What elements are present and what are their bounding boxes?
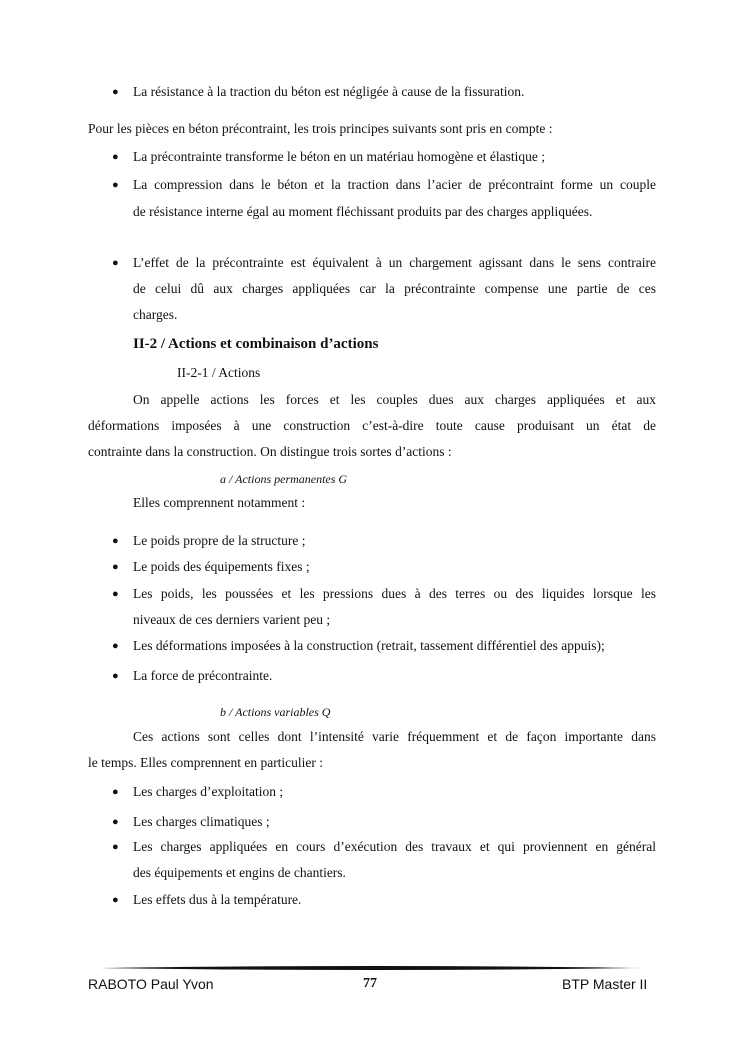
intro-bullet-text: La résistance à la traction du béton est négligée à cause de la fissuration. bbox=[133, 84, 525, 99]
bullet-icon bbox=[112, 176, 119, 194]
bullet-icon bbox=[112, 838, 119, 856]
permanent-item-3-line-1: Les poids, les poussées et les pressions dues à des terres ou des liquides lorsque les bbox=[133, 586, 656, 601]
variable-item-3-line-1: Les charges appliquées en cours d’exécution des travaux et qui proviennent en général bbox=[133, 839, 656, 854]
principle-3-line-3: charges. bbox=[133, 307, 178, 322]
bullet-icon bbox=[112, 667, 119, 685]
paragraph-precontraint: Pour les pièces en béton précontraint, les trois principes suivants sont pris en compte : bbox=[88, 121, 553, 136]
permanent-item-3-line-2: niveaux de ces derniers varient peu ; bbox=[133, 612, 331, 627]
bullet-icon bbox=[112, 585, 119, 603]
bullet-icon bbox=[112, 558, 119, 576]
permanent-actions-title: a / Actions permanentes G bbox=[220, 472, 348, 486]
bullet-icon bbox=[112, 148, 119, 166]
variable-item-3-line-2: des équipements et engins de chantiers. bbox=[133, 865, 346, 880]
section-heading: II-2 / Actions et combinaison d’actions bbox=[133, 336, 379, 352]
bullet-icon bbox=[112, 891, 119, 909]
variable-actions-intro-line-1: Ces actions sont celles dont l’intensité varie fréquemment et de façon importante dans bbox=[133, 729, 656, 744]
variable-item-4: Les effets dus à la température. bbox=[133, 892, 302, 907]
bullet-icon bbox=[112, 783, 119, 801]
bullet-icon bbox=[112, 83, 119, 101]
footer-divider bbox=[100, 965, 640, 971]
footer-author: RABOTO Paul Yvon bbox=[88, 976, 214, 992]
actions-paragraph-line-2: déformations imposées à une construction c’est-à-dire toute cause produisant un état de bbox=[88, 418, 656, 433]
bullet-icon bbox=[112, 637, 119, 655]
variable-item-2: Les charges climatiques ; bbox=[133, 814, 270, 829]
bullet-icon bbox=[112, 813, 119, 831]
permanent-item-4: Les déformations imposées à la construction (retrait, tassement différentiel des appuis); bbox=[133, 638, 605, 653]
variable-item-1: Les charges d’exploitation ; bbox=[133, 784, 284, 799]
bullet-icon bbox=[112, 532, 119, 550]
principle-2-line-1: La compression dans le béton et la traction dans l’acier de précontraint forme un couple bbox=[133, 177, 656, 192]
subsection-heading: II-2-1 / Actions bbox=[177, 365, 261, 380]
principle-1: La précontrainte transforme le béton en un matériau homogène et élastique ; bbox=[133, 149, 545, 164]
permanent-item-5: La force de précontrainte. bbox=[133, 668, 273, 683]
footer-program: BTP Master II bbox=[562, 976, 648, 992]
principle-3-line-2: de celui dû aux charges appliquées car la précontrainte compense une partie de ces bbox=[133, 281, 656, 296]
actions-paragraph-line-1: On appelle actions les forces et les couples dues aux charges appliquées et aux bbox=[133, 392, 656, 407]
permanent-actions-intro: Elles comprennent notamment : bbox=[133, 495, 306, 510]
variable-actions-intro-line-2: le temps. Elles comprennent en particulier : bbox=[88, 755, 324, 770]
permanent-item-1: Le poids propre de la structure ; bbox=[133, 533, 306, 548]
page-number: 77 bbox=[363, 976, 377, 991]
actions-paragraph-line-3: contrainte dans la construction. On distingue trois sortes d’actions : bbox=[88, 444, 452, 459]
bullet-icon bbox=[112, 254, 119, 272]
principle-2-line-2: de résistance interne égal au moment fléchissant produits par des charges appliquées. bbox=[133, 204, 593, 219]
permanent-item-2: Le poids des équipements fixes ; bbox=[133, 559, 310, 574]
principle-3-line-1: L’effet de la précontrainte est équivalent à un chargement agissant dans le sens contraire bbox=[133, 255, 656, 270]
variable-actions-title: b / Actions variables Q bbox=[220, 705, 331, 719]
